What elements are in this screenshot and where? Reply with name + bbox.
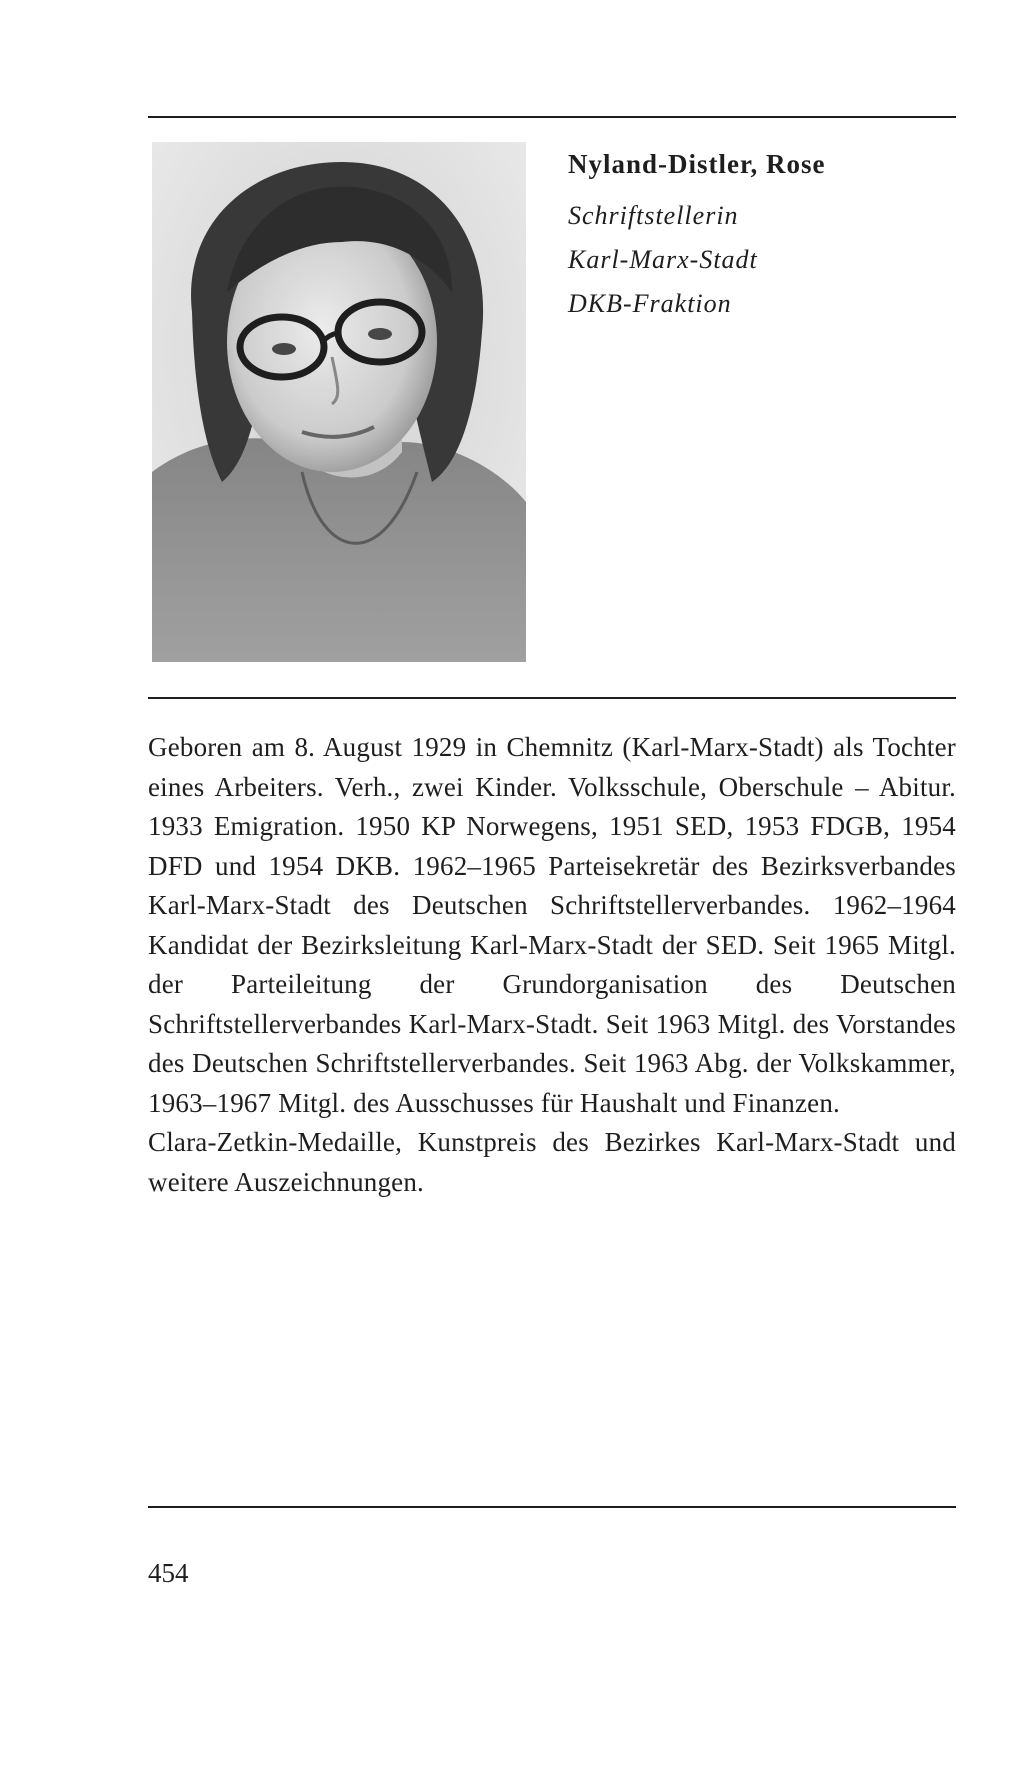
awards-paragraph: Clara-Zetkin-Medaille, Kunstpreis des Bezirkes Karl-Marx-Stadt und weitere Auszeichnungen. [148, 1127, 956, 1197]
person-occupation: Schriftstellerin [568, 201, 739, 230]
biography-paragraph: Geboren am 8. August 1929 in Chemnitz (Karl-Marx-Stadt) als Tochter eines Arbeiters. Verh., zwei Kinder. Volksschule, Oberschule – Abitur. 1933 Emigration. 1950 KP Norwegens, 1951 SED, 1953 FDGB, 1954 DFD und 1954 DKB. 1962–1965 Parteisekretär des Bezirksverbandes Karl-Marx-Stadt des Deutschen Schriftstellerverbandes. 1962–1964 Kandidat der Bezirksleitung Karl-Marx-Stadt der SED. Seit 1965 Mitgl. der Parteileitung der Grundorganisation des Deutschen Schriftstellerverbandes Karl-Marx-Stadt. Seit 1963 Mitgl. des Vorstandes des Deutschen Schriftstellerverbandes. Seit 1963 Abg. der Volkskammer, 1963–1967 Mitgl. des Ausschusses für Haushalt und Finanzen. [148, 732, 956, 1118]
page-number: 454 [148, 1558, 189, 1588]
bottom-divider [148, 1506, 956, 1508]
top-divider [148, 116, 956, 118]
portrait-photo [152, 142, 526, 662]
person-faction: DKB-Fraktion [568, 289, 732, 318]
middle-divider [148, 697, 956, 699]
person-city: Karl-Marx-Stadt [568, 245, 758, 274]
person-header [568, 146, 958, 326]
biography-text [148, 728, 956, 1202]
person-name: Nyland-Distler, Rose [568, 149, 826, 179]
